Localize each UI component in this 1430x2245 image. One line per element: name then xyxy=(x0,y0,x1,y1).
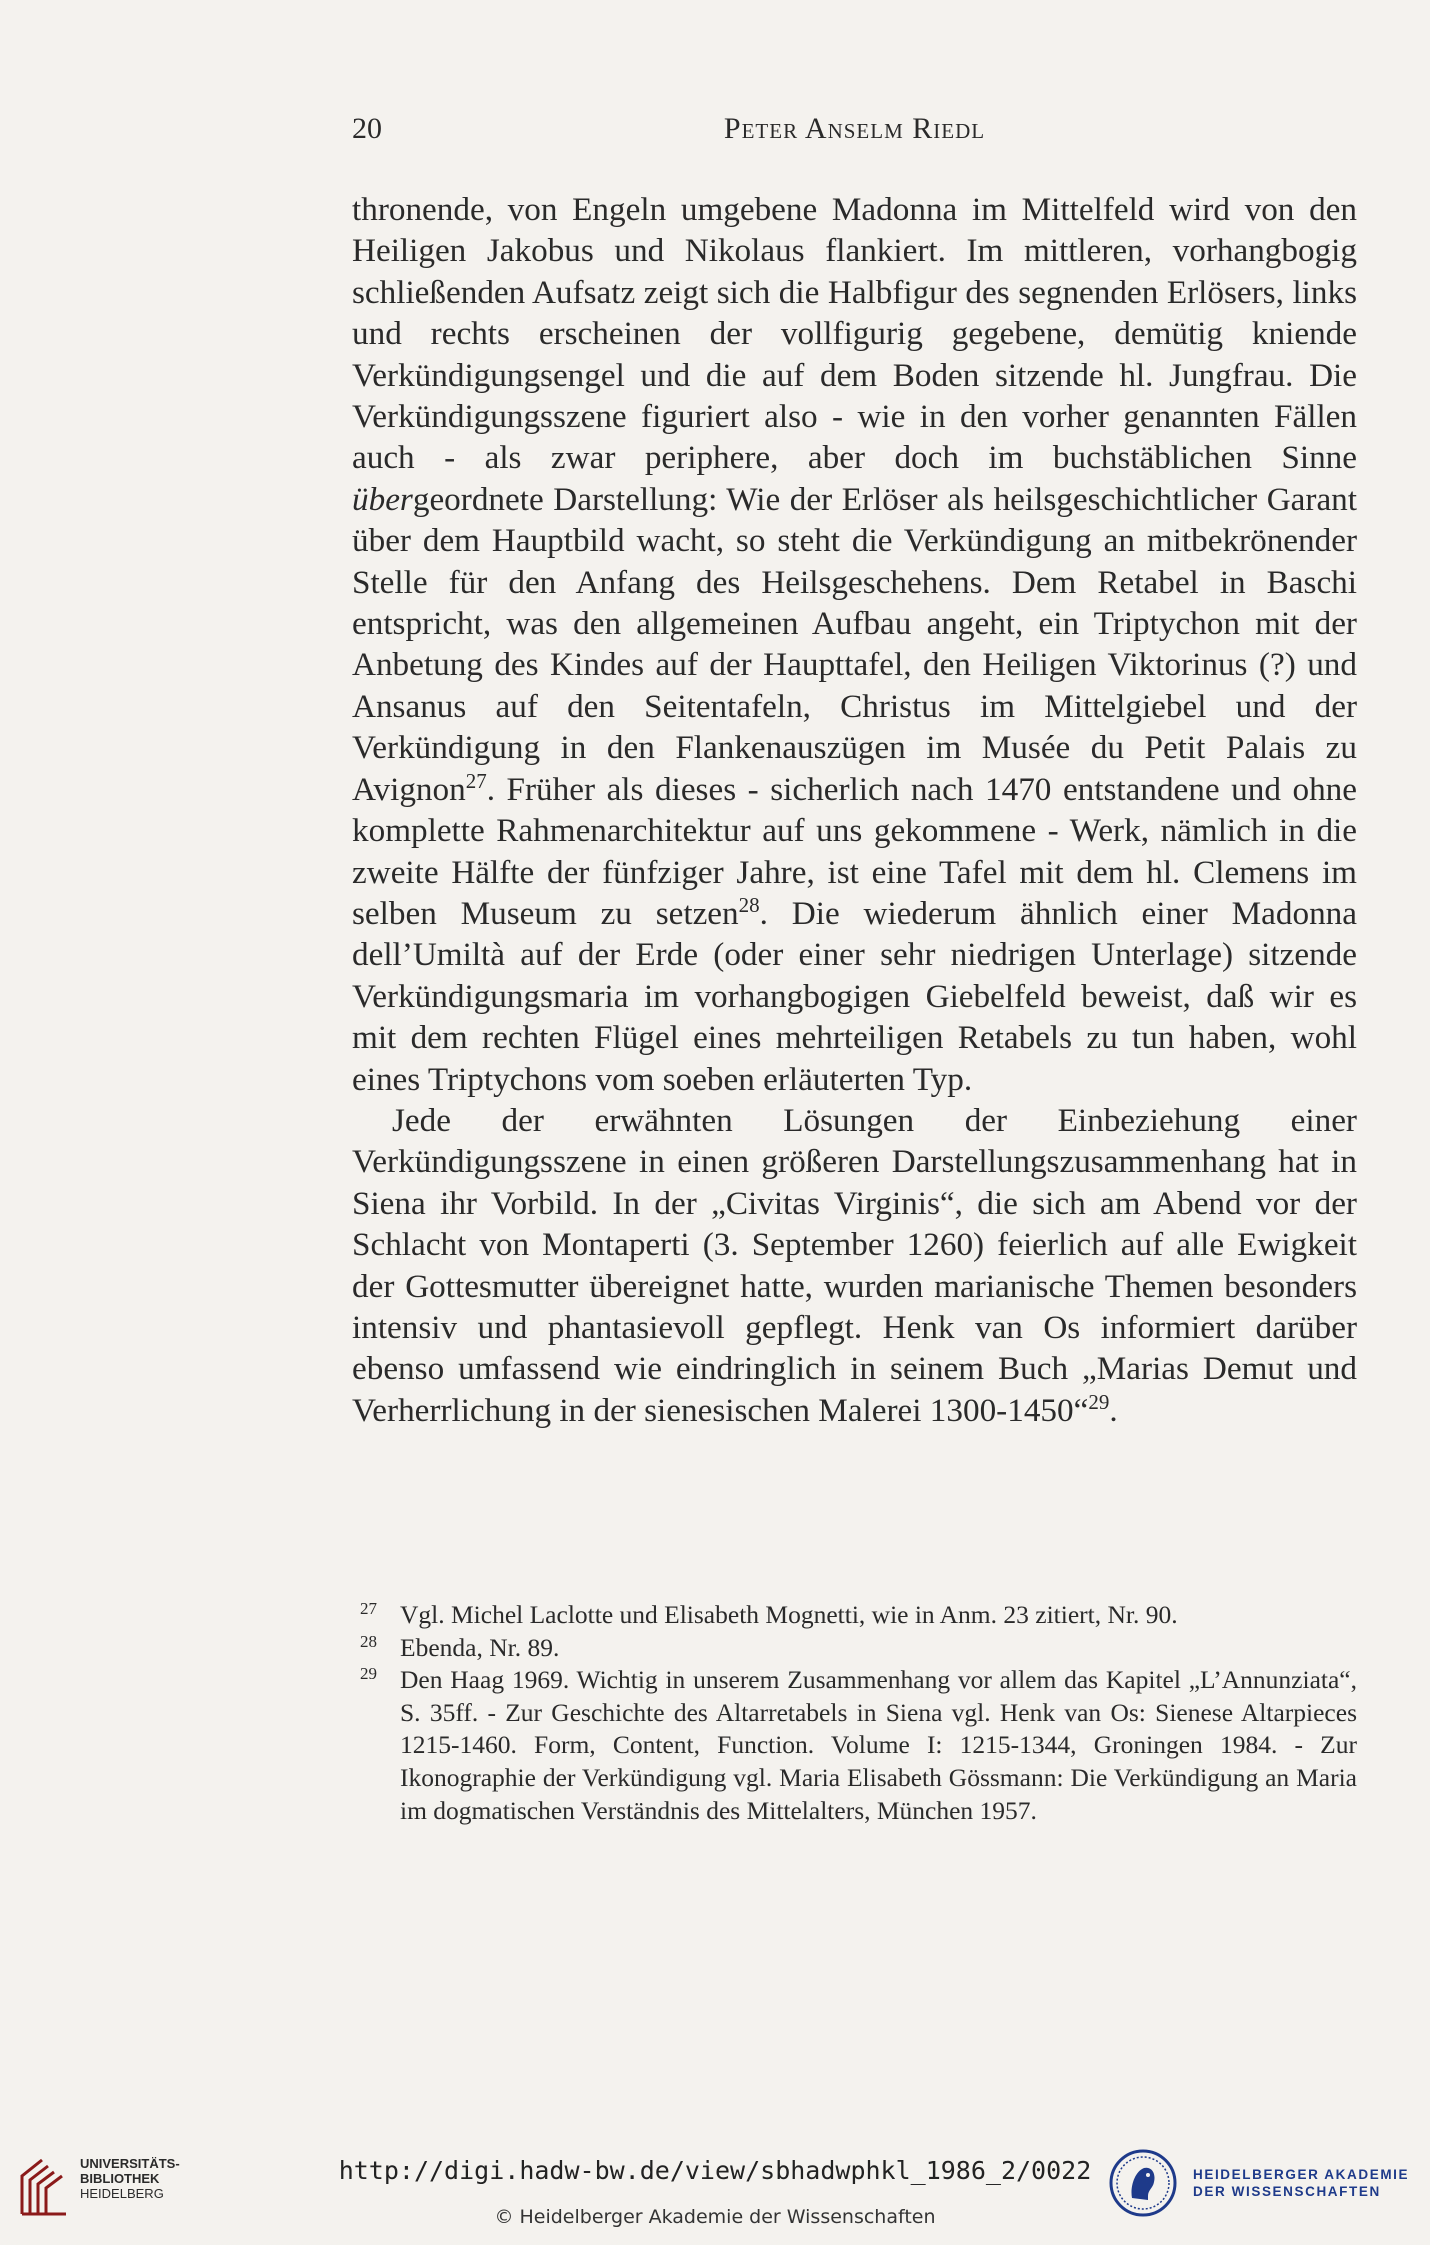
paragraph xyxy=(352,189,1357,1100)
text-run: Jede der erwähnten Lösungen der Einbeziehung einer Verkündigungsszene in einen größeren Darstellungszusammenhang hat in Siena ihr Vorbild. In der „Civitas Virginis“, die sich am Abend vor der Schlacht von Montaperti (3. September 1260) feierlich auf alle Ewigkeit der Gottesmutter übereignet hatte, wurden marianische Themen besonders intensiv und phantasievoll gepflegt. Henk van Os informiert darüber ebenso umfassend wie eindringlich in seinem Buch „Marias Demut und Verherrlichung in der sienesischen Malerei 1300-1450“ xyxy=(352,1101,1357,1429)
paragraph xyxy=(352,1100,1357,1431)
text-run: . Früher als dieses - sicherlich nach 1470 entstandene und ohne komplette Rahmenarchitektur auf uns gekommene - Werk, nämlich in die zweite Hälfte der fünfziger Jahre, ist eine Tafel mit dem hl. Clemens im selben Museum zu setzen xyxy=(352,770,1357,932)
footnote-text: Vgl. Michel Laclotte und Elisabeth Mognetti, wie in Anm. 23 zitiert, Nr. 90. xyxy=(400,1600,1178,1629)
italic-text: über xyxy=(352,480,413,518)
footnote-reference: 29 xyxy=(1088,1389,1110,1414)
text-run: geordnete Darstellung: Wie der Erlöser als heilsgeschichtlicher Garant über dem Hauptbild wacht, so steht die Verkündigung an mitbekrönender Stelle für den Anfang des Heilsgeschehens. Dem Retabel in Baschi entspricht, was den allgemeinen Aufbau angeht, ein Triptychon mit der Anbetung des Kindes auf der Haupttafel, den Heiligen Viktorinus (?) und Ansanus auf den Seitentafeln, Christus im Mittelgiebel und der Verkündigung in den Flankenauszügen im Musée du Petit Palais zu Avignon xyxy=(352,480,1357,808)
footnote-number: 27 xyxy=(360,1599,377,1618)
footnote-reference: 27 xyxy=(465,768,487,793)
footnote-text: Den Haag 1969. Wichtig in unserem Zusammenhang vor allem das Kapitel „L’Annunziata“, S. 35ff. - Zur Geschichte des Altarretabels in Siena vgl. Henk van Os: Sienese Altarpieces 1215-1460. Form, Content, Function. Volume I: 1215-1344, Groningen 1984. - Zur Ikonographie der Verkündigung vgl. Maria Elisabeth Gössmann: Die Verkündigung an Maria im dogmatischen Verständnis des Mittelalters, München 1957. xyxy=(400,1665,1357,1825)
footnote-number: 29 xyxy=(360,1664,377,1684)
academy-line: HEIDELBERGER AKADEMIE xyxy=(1193,2167,1410,2182)
text-run: thronende, von Engeln umgebene Madonna im Mittelfeld wird von den Heiligen Jakobus und Nikolaus flankiert. Im mittleren, vorhangbogig schließenden Aufsatz zeigt sich die Halbfigur des segnenden Erlösers, links und rechts erscheinen der vollfigurig gegebene, demütig kniende Verkündigungsengel und die auf dem Boden sitzende hl. Jungfrau. Die Verkündigungsszene figuriert also - wie in den vorher genannten Fällen auch - als zwar periphere, aber doch im buchstäblichen Sinne xyxy=(352,191,1357,477)
source-url-link[interactable]: http://digi.hadw-bw.de/view/sbhadwphkl_1986_2/0022 xyxy=(338,2156,1092,2185)
footer xyxy=(0,2120,1430,2245)
footnote xyxy=(352,1664,1357,1827)
running-head: Peter Anselm Riedl xyxy=(723,112,986,145)
footnotes xyxy=(352,1599,1357,1827)
academy-seal-icon xyxy=(1108,2148,1178,2218)
footnote-text: Ebenda, Nr. 89. xyxy=(400,1632,560,1662)
main-text xyxy=(352,189,1357,1431)
library-line: UNIVERSITÄTS- xyxy=(80,2156,180,2171)
library-line: HEIDELBERG xyxy=(80,2186,164,2201)
academy-name xyxy=(1193,2166,1409,2200)
copyright-notice: © Heidelberger Akademie der Wissenschaften xyxy=(494,2206,936,2228)
academy-line: DER WISSENSCHAFTEN xyxy=(1193,2184,1381,2199)
footnote-reference: 28 xyxy=(738,892,760,917)
library-line: BIBLIOTHEK xyxy=(80,2171,160,2186)
footnote-number: 28 xyxy=(360,1631,377,1651)
footnote xyxy=(352,1632,1357,1665)
page-header xyxy=(352,112,1357,152)
text-run: . xyxy=(1109,1391,1118,1429)
footnote xyxy=(352,1599,1357,1632)
page-number: 20 xyxy=(352,112,382,145)
text-run: . Die wiederum ähnlich einer Madonna dell’Umiltà auf der Erde (oder einer sehr niedrigen Unterlage) sitzende Verkündigungsmaria im vorhangbogigen Giebelfeld beweist, daß wir es mit dem rechten Flügel eines mehrteiligen Retabels zu tun haben, wohl eines Triptychons vom soeben erläuterten Typ. xyxy=(352,894,1357,1098)
